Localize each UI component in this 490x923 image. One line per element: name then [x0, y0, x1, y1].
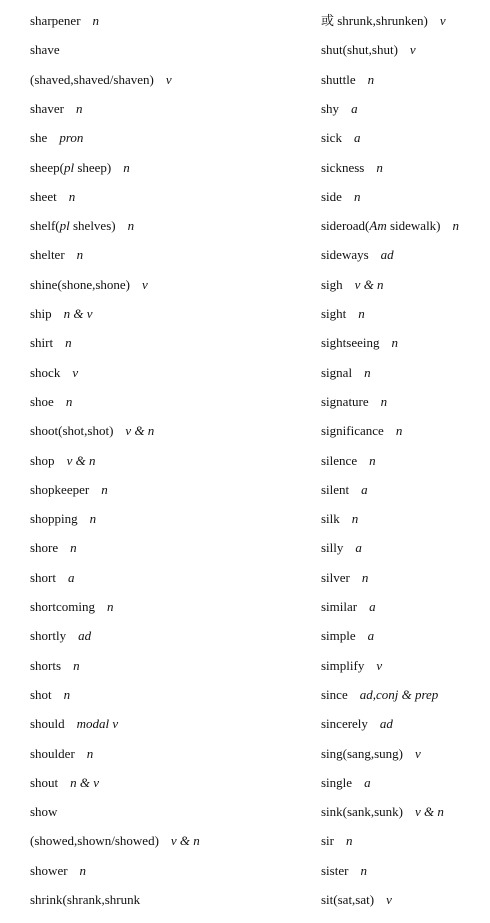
vocab-word-part: (showed,shown/showed) — [30, 833, 159, 849]
vocab-word — [321, 775, 352, 790]
vocab-word-part: shelf( — [30, 218, 60, 234]
vocab-word — [30, 540, 58, 555]
vocab-word-part: shave — [30, 42, 60, 58]
vocab-entry — [30, 687, 70, 703]
part-of-speech: n & v — [70, 774, 100, 790]
vocab-word-part: sidewalk) — [386, 218, 441, 234]
vocab-entry — [321, 570, 368, 586]
vocab-entry — [321, 658, 382, 674]
part-of-speech: v — [414, 745, 421, 761]
part-of-speech: v — [386, 892, 392, 907]
vocab-word — [321, 218, 441, 233]
vocab-word-part: similar — [321, 599, 358, 614]
part-of-speech: pron — [59, 130, 84, 146]
vocab-entry — [321, 101, 358, 117]
vocab-word-part: sickness — [321, 159, 365, 175]
part-of-speech: a — [361, 481, 368, 497]
part-of-speech: n — [89, 511, 97, 527]
part-of-speech: n — [107, 599, 114, 614]
vocab-word-part: shower — [30, 862, 68, 878]
vocab-entry — [30, 716, 118, 732]
vocab-word — [321, 247, 369, 262]
vocab-entry — [321, 863, 367, 879]
part-of-speech: ad — [78, 628, 92, 644]
vocab-word-part: sheep( — [30, 159, 64, 175]
vocab-word — [30, 482, 89, 497]
vocab-entry — [30, 775, 99, 791]
part-of-speech: n & v — [63, 306, 93, 321]
vocab-word — [30, 599, 95, 614]
vocab-entry — [30, 833, 200, 849]
vocab-word — [30, 892, 140, 907]
vocab-word — [321, 130, 342, 145]
vocab-word — [30, 42, 60, 57]
vocab-word — [30, 101, 64, 116]
vocab-word-part: sightseeing — [321, 335, 380, 351]
part-of-speech: n — [367, 71, 375, 87]
part-of-speech: v & n — [66, 452, 96, 468]
vocab-entry — [30, 42, 60, 58]
vocab-word-part: shortcoming — [30, 599, 95, 614]
part-of-speech: n — [364, 364, 371, 380]
vocab-entry — [321, 365, 371, 381]
vocab-word — [30, 833, 159, 848]
vocab-word-part: sideways — [321, 247, 369, 263]
part-of-speech: a — [367, 628, 375, 644]
vocab-word — [30, 13, 81, 28]
vocab-word — [30, 804, 57, 819]
vocab-word — [30, 335, 53, 350]
vocab-word — [321, 804, 403, 819]
part-of-speech: v — [142, 276, 148, 292]
vocab-entry — [321, 218, 459, 234]
vocab-entry — [30, 306, 93, 322]
part-of-speech: ad,conj & prep — [359, 686, 439, 702]
part-of-speech: n — [391, 335, 398, 351]
vocab-word-part: simple — [321, 628, 356, 644]
vocab-entry — [321, 72, 374, 88]
vocab-entry — [30, 72, 172, 88]
vocab-entry — [321, 13, 446, 29]
part-of-speech: v — [409, 42, 416, 58]
vocab-word-part: shut(shut,shut) — [321, 42, 398, 58]
part-of-speech: v — [376, 657, 383, 673]
vocab-entry — [30, 423, 154, 439]
vocab-word — [321, 101, 339, 116]
part-of-speech: n — [351, 511, 359, 527]
vocab-word-part: she — [30, 130, 48, 146]
vocab-entry — [321, 804, 444, 820]
vocab-word — [321, 423, 384, 438]
part-of-speech: a — [353, 130, 361, 146]
part-of-speech: n — [63, 686, 71, 702]
part-of-speech: n — [369, 452, 376, 468]
vocab-entry — [30, 394, 72, 410]
vocab-word — [321, 365, 352, 380]
vocab-word-part: 或 shrunk,shrunken) — [321, 13, 428, 28]
vocab-word — [30, 189, 57, 204]
vocab-word-part: ship — [30, 306, 52, 321]
vocab-word-part: shuttle — [321, 71, 356, 87]
vocab-entry — [30, 101, 82, 117]
vocab-word-part: short — [30, 569, 56, 585]
vocab-entry — [321, 423, 402, 439]
vocab-entry — [321, 746, 421, 762]
vocab-word-part: single — [321, 774, 353, 790]
vocab-word — [30, 687, 52, 702]
vocab-entry — [321, 687, 438, 703]
vocab-entry — [321, 130, 360, 146]
vocab-word-part: shelves) — [69, 218, 116, 234]
vocab-entry — [321, 277, 384, 293]
vocab-word — [321, 335, 380, 350]
vocab-word — [30, 130, 47, 145]
vocab-word-part: shirt — [30, 335, 54, 351]
vocab-entry — [30, 482, 108, 498]
vocab-word — [30, 716, 65, 731]
part-of-speech: n — [360, 862, 367, 878]
vocab-word-part: shaver — [30, 100, 64, 116]
vocab-entry — [321, 482, 368, 498]
vocab-entry — [321, 247, 394, 263]
vocab-word-part: silent — [321, 481, 350, 497]
vocab-entry — [30, 746, 93, 762]
part-of-speech: n — [68, 188, 76, 204]
vocab-entry — [321, 394, 387, 410]
vocab-word — [321, 833, 334, 848]
vocab-entry — [30, 570, 75, 586]
part-of-speech: n — [92, 13, 100, 28]
vocab-entry — [30, 540, 77, 556]
part-of-speech: n — [79, 862, 87, 878]
vocab-entry — [321, 775, 371, 791]
vocab-entry — [321, 628, 374, 644]
part-of-speech: v & n — [414, 804, 444, 820]
vocab-word — [321, 482, 349, 497]
vocab-word — [30, 570, 56, 585]
vocab-word — [321, 628, 356, 643]
vocab-entry — [30, 335, 72, 351]
vocab-word — [321, 687, 348, 702]
part-of-speech: v & n — [354, 276, 384, 292]
vocab-word-part: sit(sat,sat) — [321, 892, 375, 907]
part-of-speech: ad — [379, 716, 393, 732]
vocab-word-part: should — [30, 716, 65, 732]
vocab-word — [321, 892, 374, 907]
vocab-word — [30, 658, 61, 673]
vocab-word-part: shop — [30, 452, 55, 468]
vocab-entry — [30, 365, 78, 381]
vocab-entry — [30, 892, 140, 908]
vocab-entry — [321, 540, 362, 556]
vocab-entry — [30, 628, 91, 644]
part-of-speech: v & n — [170, 833, 200, 849]
vocab-word — [30, 746, 75, 761]
vocab-word-part: significance — [321, 423, 384, 439]
vocab-word — [30, 511, 78, 526]
vocab-word — [30, 160, 111, 175]
vocab-entry — [321, 511, 358, 527]
part-of-speech: n — [73, 657, 80, 673]
part-of-speech: v & n — [125, 423, 155, 439]
vocab-entry — [321, 892, 392, 908]
part-of-speech: n — [76, 247, 84, 263]
vocab-entry — [30, 511, 96, 527]
part-of-speech: n — [65, 335, 72, 351]
part-of-speech: n — [70, 540, 77, 556]
part-of-speech: n — [380, 393, 388, 409]
vocab-entry — [30, 160, 130, 176]
vocab-word-part: silver — [321, 569, 350, 585]
vocab-word-part: sheet — [30, 188, 57, 204]
vocab-word — [30, 453, 55, 468]
vocab-word — [30, 72, 154, 87]
vocab-word-part: (shaved,shaved/shaven) — [30, 71, 154, 87]
vocab-word — [30, 423, 113, 438]
vocab-entry — [30, 277, 148, 293]
part-of-speech: v — [165, 71, 172, 87]
part-of-speech: a — [369, 599, 376, 614]
vocab-word — [30, 218, 116, 233]
part-of-speech: v — [439, 13, 446, 28]
vocab-word — [321, 658, 364, 673]
vocab-word-part: shore — [30, 540, 59, 556]
part-of-speech: n — [361, 569, 369, 585]
part-of-speech: a — [351, 100, 358, 116]
vocab-word — [321, 863, 348, 878]
vocab-word — [30, 247, 65, 262]
vocab-word-part: shy — [321, 100, 340, 116]
vocab-entry — [30, 863, 86, 879]
vocab-word — [321, 511, 340, 526]
vocab-word-part: sick — [321, 130, 342, 146]
vocab-entry — [321, 716, 393, 732]
vocab-word-part: shot — [30, 686, 52, 702]
part-of-speech: a — [68, 569, 75, 585]
vocab-word — [30, 394, 54, 409]
part-of-speech: n — [101, 481, 108, 497]
vocab-entry — [30, 218, 134, 234]
vocab-word-part: shopping — [30, 511, 78, 527]
part-of-speech: modal v — [76, 716, 119, 732]
part-of-speech: n — [452, 218, 460, 234]
vocab-word-part: sideroad( — [321, 218, 370, 234]
vocab-word-part: shoulder — [30, 745, 75, 761]
part-of-speech: a — [364, 774, 371, 790]
vocab-word — [30, 628, 66, 643]
vocab-entry — [30, 13, 99, 29]
vocab-word-part: shelter — [30, 247, 65, 263]
vocab-entry — [30, 804, 57, 820]
vocab-word — [321, 394, 369, 409]
vocab-entry — [30, 599, 114, 615]
vocab-word-part: shortly — [30, 628, 67, 644]
vocab-word — [30, 277, 130, 292]
vocab-word-part: silk — [321, 511, 340, 527]
vocab-word — [321, 540, 343, 555]
vocab-word-part: shrink(shrank,shrunk — [30, 892, 141, 907]
vocab-word-part: shorts — [30, 657, 62, 673]
part-of-speech: n — [75, 100, 83, 116]
vocab-word-part: sir — [321, 833, 334, 849]
vocab-word-part: shoe — [30, 393, 54, 409]
vocab-word — [30, 863, 68, 878]
vocab-entry — [30, 453, 95, 469]
vocab-entry — [321, 335, 398, 351]
part-of-speech: n — [123, 159, 130, 175]
vocab-word — [30, 365, 60, 380]
vocab-word-part: since — [321, 686, 348, 702]
vocab-word-part: silence — [321, 452, 358, 468]
part-of-speech: n — [358, 306, 365, 321]
vocab-entry — [321, 833, 353, 849]
vocab-word — [321, 160, 364, 175]
vocab-word — [321, 599, 357, 614]
vocab-word-part: shopkeeper — [30, 481, 90, 497]
vocab-word-part: signal — [321, 364, 353, 380]
vocab-word-part: sight — [321, 306, 347, 321]
part-of-speech: n — [395, 423, 403, 439]
part-of-speech: ad — [380, 247, 394, 263]
vocab-entry — [30, 189, 75, 205]
vocab-word — [321, 306, 346, 321]
vocab-word-part: silly — [321, 540, 344, 556]
vocab-word-part: side — [321, 188, 342, 204]
vocab-word-part: pl — [59, 218, 70, 234]
vocab-entry — [321, 189, 360, 205]
vocab-word-part: sharpener — [30, 13, 81, 28]
part-of-speech: v — [72, 364, 79, 380]
vocab-word — [321, 570, 350, 585]
part-of-speech: n — [353, 188, 361, 204]
vocab-entry — [321, 453, 376, 469]
vocab-word — [321, 746, 403, 761]
vocab-word-part: show — [30, 804, 58, 820]
vocab-word — [321, 72, 356, 87]
vocab-entry — [321, 306, 365, 322]
vocab-word — [321, 453, 357, 468]
vocab-entry — [321, 42, 416, 58]
vocab-word-part: signature — [321, 393, 369, 409]
vocab-entry — [30, 247, 83, 263]
vocab-word-part: sister — [321, 862, 349, 878]
vocab-entry — [30, 130, 83, 146]
vocab-word-part: sink(sank,sunk) — [321, 804, 403, 820]
vocab-word — [30, 775, 58, 790]
vocab-word-part: Am — [369, 218, 387, 234]
vocab-entry — [30, 658, 80, 674]
vocab-word-part: shoot(shot,shot) — [30, 423, 114, 439]
vocab-word-part: sheep) — [74, 159, 112, 175]
part-of-speech: n — [86, 745, 94, 761]
vocab-word — [321, 42, 398, 57]
part-of-speech: n — [346, 833, 353, 849]
part-of-speech: n — [127, 218, 135, 234]
vocab-word-part: shout — [30, 774, 59, 790]
vocab-word-part: sincerely — [321, 716, 368, 732]
vocab-word-part: pl — [63, 159, 75, 175]
vocab-entry — [321, 599, 376, 615]
part-of-speech: a — [355, 540, 362, 556]
vocab-word-part: shine(shone,shone) — [30, 276, 131, 292]
vocab-word — [30, 306, 52, 321]
vocab-entry — [321, 160, 383, 176]
vocab-word-part: shock — [30, 364, 61, 380]
vocab-word — [321, 13, 428, 28]
vocab-word-part: sing(sang,sung) — [321, 745, 403, 761]
part-of-speech: n — [65, 393, 73, 409]
vocab-word — [321, 277, 343, 292]
vocab-word — [321, 189, 342, 204]
vocab-word-part: simplify — [321, 657, 365, 673]
vocab-word-part: sigh — [321, 276, 343, 292]
part-of-speech: n — [376, 159, 383, 175]
vocab-word — [321, 716, 368, 731]
